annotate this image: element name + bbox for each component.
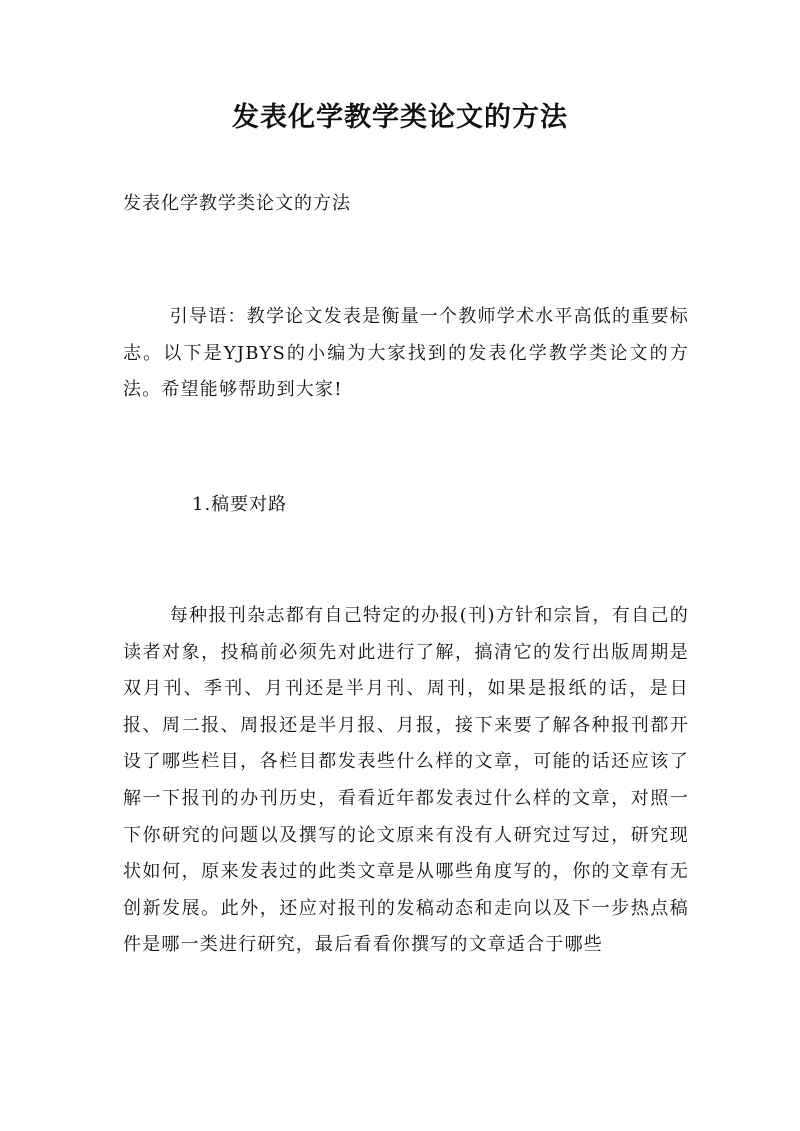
- document-subtitle: 发表化学教学类论文的方法: [123, 193, 351, 214]
- intro-paragraph: 引导语：教学论文发表是衡量一个教师学术水平高低的重要标志。以下是YJBYS的小编为大家找到的发表化学教学类论文的方法。希望能够帮助到大家!: [123, 306, 689, 401]
- section-heading: 1.稿要对路: [192, 494, 288, 515]
- document-title: 发表化学教学类论文的方法: [232, 102, 568, 133]
- body-paragraph: 每种报刊杂志都有自己特定的办报(刊)方针和宗旨，有自己的读者对象，投稿前必须先对此进行了解，搞清它的发行出版周期是双月刊、季刊、月刊还是半月刊、周刊，如果是报纸的话，是日报、周二报、周报还是半月报、月报，接下来要了解各种报刊都开设了哪些栏目，各栏目都发表些什么样的文章，可能的话还应该了解一下报刊的办刊历史，看看近年都发表过什么样的文章，对照一下你研究的问题以及撰写的论文原来有没有人研究过写过，研究现状如何，原来发表过的此类文章是从哪些角度写的，你的文章有无创新发展。此外，还应对报刊的发稿动态和走向以及下一步热点稿件是哪一类进行研究，最后看看你撰写的文章适合于哪些: [123, 605, 689, 956]
